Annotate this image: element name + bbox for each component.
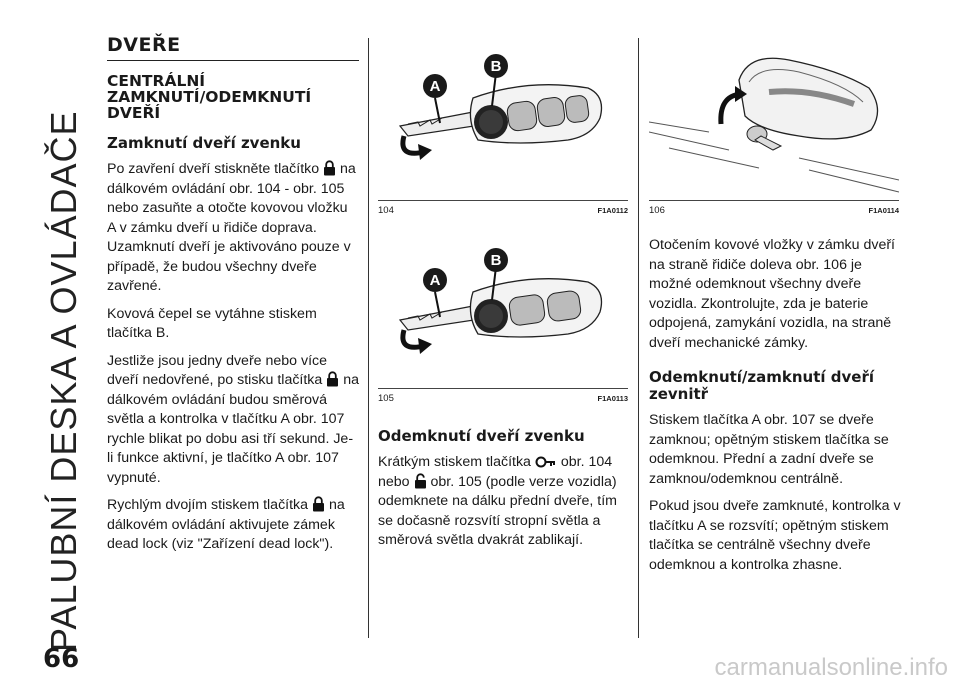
text: na dálkovém ovládání obr. 104 - obr. 105 nebo zasuňte a otočte kovovou vložku A v zámku dveří u řidiče doprava. Uzamknutí dveří je aktivováno pouze v případě, že budou všechny dveře zavřené. — [107, 161, 356, 294]
label-b: B — [490, 58, 502, 75]
watermark: carmanualsonline.info — [714, 654, 948, 681]
paragraph-doors-open — [107, 352, 359, 489]
lock-closed-icon — [326, 371, 339, 387]
text: na dálkovém ovládání budou směrová světla a kontrolka v tlačítku A obr. 107 rychle blikat po dobu asi tří sekund. Je-li funkce aktivní, je tlačítko A obr. 107 vypnuté. — [107, 372, 359, 486]
paragraph-button-a: Stiskem tlačítka A obr. 107 se dveře zamknou; opětným stiskem tlačítka se odemknou. Přední a zadní dveře se zamknou/odemknou centrálně. — [649, 412, 889, 487]
paragraph-unlock-outside — [378, 453, 630, 551]
right-column-text — [649, 236, 901, 583]
subsection-title: CENTRÁLNÍ ZAMKNUTÍ/ODEMKNUTÍ DVEŘÍ — [107, 72, 312, 122]
section-title: DVEŘE — [107, 34, 359, 61]
side-chapter-title: PALUBNÍ DESKA A OVLÁDAČE — [43, 110, 84, 652]
text: Rychlým dvojím stiskem tlačítka — [107, 497, 309, 513]
label-a: A — [429, 272, 441, 289]
figure-rule — [649, 200, 899, 201]
figure-rule — [378, 200, 628, 201]
text: Po zavření dveří stiskněte tlačítko — [107, 161, 320, 177]
figure-code: F1A0113 — [597, 394, 628, 403]
text: nebo — [378, 473, 410, 490]
paragraph-blade: Kovová čepel se vytáhne stiskem tlačítka B. — [107, 305, 317, 341]
paragraph-dead-lock — [107, 496, 359, 555]
figure-rule — [378, 388, 628, 389]
column-divider-left — [368, 38, 369, 638]
paragraph-unlock-key: Otočením kovové vložky v zámku dveří na straně řidiče doleva obr. 106 je možné odemknout všechny dveře vozidla. Zkontrolujte, zda je baterie odpojená, zamykání vozidla, na straně dveří mechanické zámky. — [649, 237, 896, 351]
figure-number: 105 — [378, 393, 394, 404]
figure-code: F1A0112 — [597, 206, 628, 215]
text: Jestliže jsou jedny dveře nebo více dveří nedovřené, po stisku tlačítka — [107, 352, 328, 388]
lock-closed-icon — [323, 160, 336, 176]
text: Krátkým stiskem tlačítka — [378, 454, 531, 470]
figure-code: F1A0114 — [868, 206, 899, 215]
figure-104 — [378, 40, 628, 220]
column-divider-right — [638, 38, 639, 638]
figure-106 — [649, 40, 899, 220]
door-lock-illustration — [649, 40, 899, 200]
text: na dálkovém ovládání aktivujete zámek dead lock (viz "Zařízení dead lock"). — [107, 497, 345, 552]
heading-unlock-outside: Odemknutí dveří zvenku — [378, 427, 585, 445]
label-a: A — [429, 78, 441, 95]
page-number: 66 — [43, 644, 80, 674]
key-fob-illustration — [378, 40, 628, 200]
lock-closed-icon — [312, 496, 325, 512]
key-fob-illustration — [378, 234, 628, 394]
label-b: B — [490, 252, 502, 269]
figure-number: 104 — [378, 205, 394, 216]
middle-column-text — [378, 420, 630, 559]
lock-open-icon — [535, 455, 557, 469]
heading-lock-outside: Zamknutí dveří zvenku — [107, 134, 301, 152]
paragraph-indicator: Pokud jsou dveře zamknuté, kontrolka v tlačítku A se rozsvítí; opětným stiskem tlačítka se centrálně všechny dveře odemknou a kontrolka zhasne. — [649, 498, 901, 573]
left-column — [107, 34, 359, 563]
lock-open-small-icon — [414, 473, 427, 489]
text: obr. 105 (podle verze vozidla) odemknete na dálku přední dveře, tím se dočasně rozsvítí stropní světla a směrová světla dvakrát zablikají. — [378, 473, 617, 548]
figure-105 — [378, 234, 628, 414]
paragraph-lock-outside — [107, 160, 359, 297]
figure-number: 106 — [649, 205, 665, 216]
text: obr. 104 — [560, 454, 613, 470]
heading-unlock-inside: Odemknutí/zamknutí dveří zevnitř — [649, 368, 874, 403]
